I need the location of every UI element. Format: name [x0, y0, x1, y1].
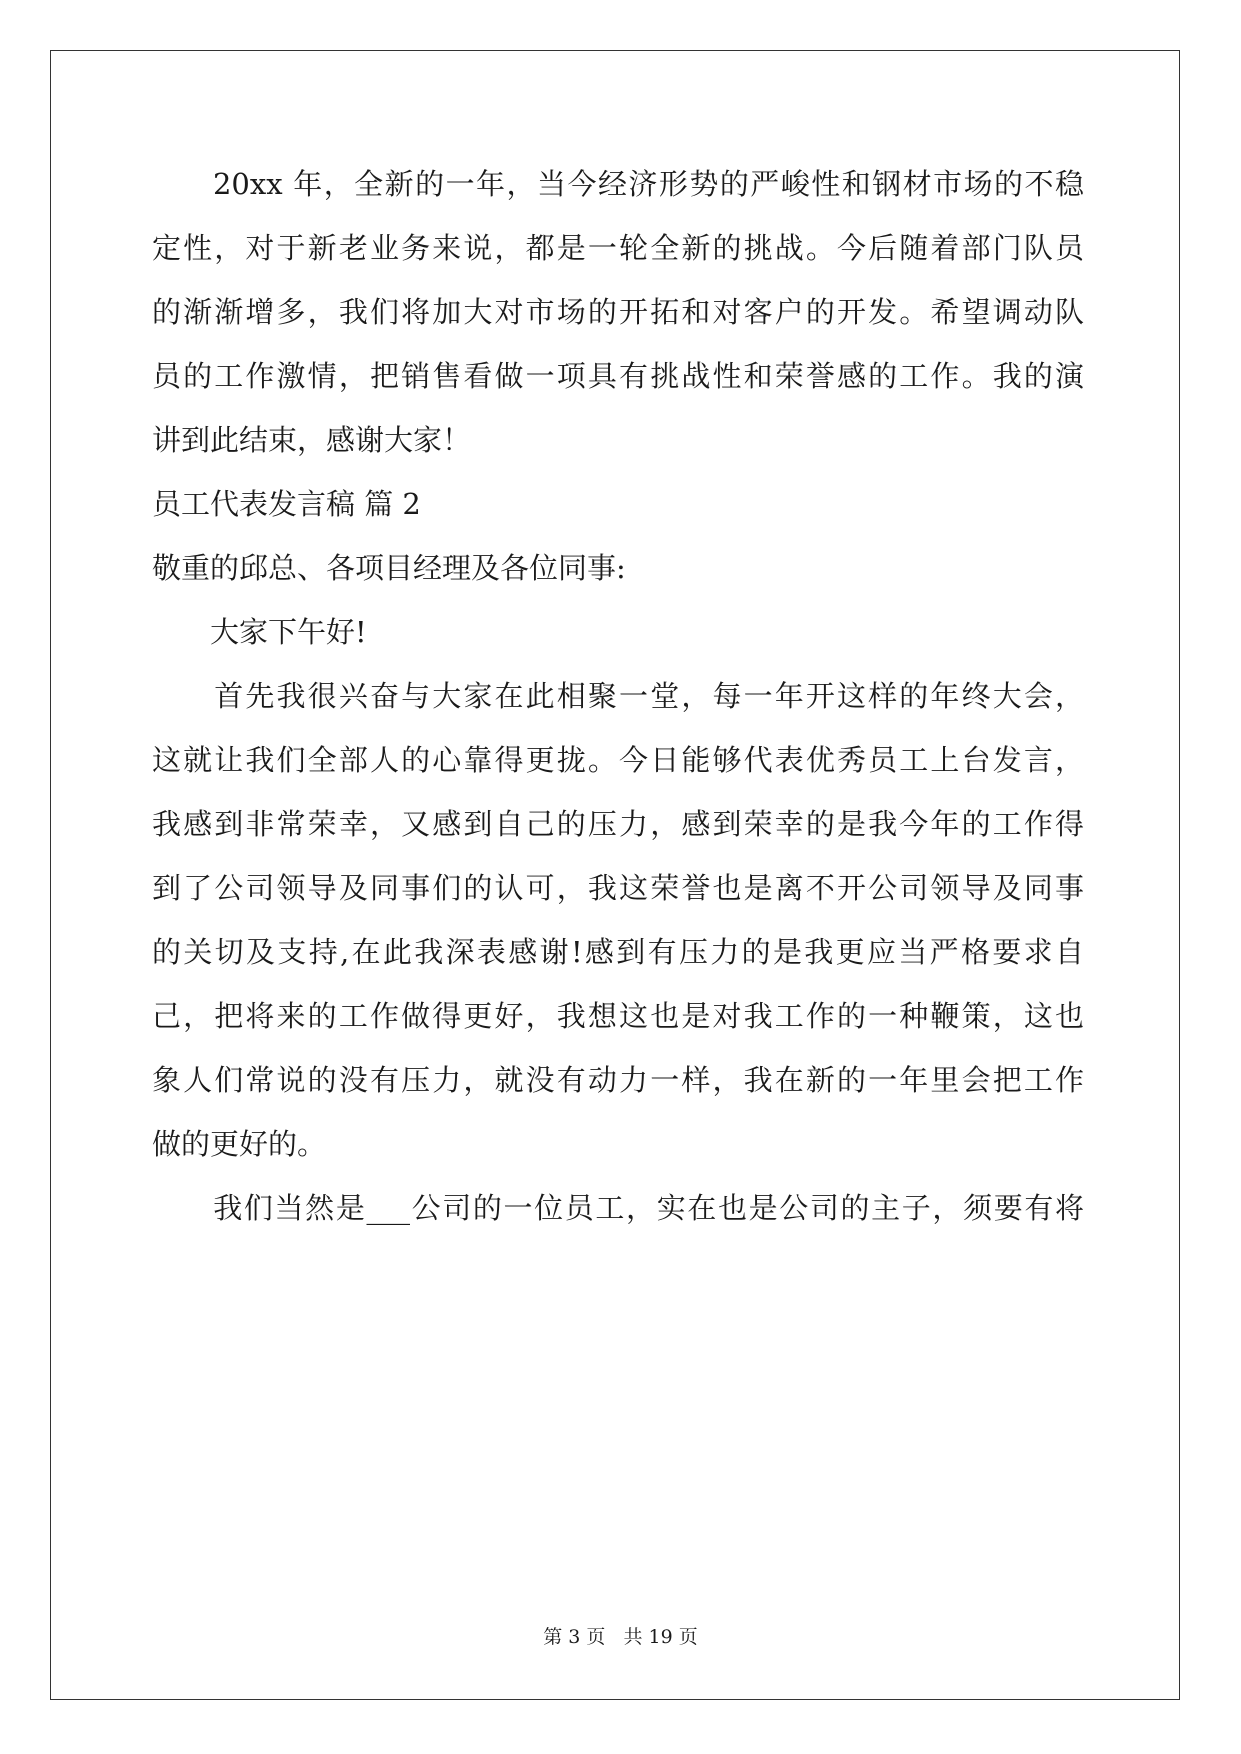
paragraph-line: 讲到此结束，感谢大家！	[152, 423, 472, 457]
paragraph-line: 做的更好的。	[152, 1127, 327, 1161]
salutation: 敬重的邱总、各项目经理及各位同事:	[152, 551, 626, 585]
paragraph-line: 定性，对于新老业务来说，都是一轮全新的挑战。今后随着部门队员	[152, 231, 1084, 265]
paragraph-line: 首先我很兴奋与大家在此相聚一堂，每一年开这样的年终大会，	[152, 679, 1084, 713]
paragraph-line: 的渐渐增多，我们将加大对市场的开拓和对客户的开发。希望调动队	[152, 295, 1084, 329]
greeting: 大家下午好!	[152, 615, 367, 649]
page-total: 共 19 页	[623, 1626, 698, 1648]
page-number: 第 3 页	[543, 1626, 606, 1648]
paragraph-line: 这就让我们全部人的心靠得更拢。今日能够代表优秀员工上台发言，	[152, 743, 1084, 777]
section-heading: 员工代表发言稿 篇 2	[152, 487, 421, 521]
paragraph-line: 象人们常说的没有压力，就没有动力一样，我在新的一年里会把工作	[152, 1063, 1084, 1097]
paragraph-line: 我们当然是___公司的一位员工，实在也是公司的主子，须要有将	[152, 1191, 1084, 1225]
paragraph-line: 20xx 年，全新的一年，当今经济形势的严峻性和钢材市场的不稳	[152, 167, 1084, 201]
paragraph-line: 的关切及支持,在此我深表感谢!感到有压力的是我更应当严格要求自	[152, 935, 1084, 969]
paragraph-line: 员的工作激情，把销售看做一项具有挑战性和荣誉感的工作。我的演	[152, 359, 1084, 393]
paragraph-line: 己，把将来的工作做得更好，我想这也是对我工作的一种鞭策，这也	[152, 999, 1084, 1033]
paragraph-line: 我感到非常荣幸，又感到自己的压力，感到荣幸的是我今年的工作得	[152, 807, 1084, 841]
paragraph-line: 到了公司领导及同事们的认可，我这荣誉也是离不开公司领导及同事	[152, 871, 1084, 905]
page-footer	[0, 1622, 1241, 1649]
